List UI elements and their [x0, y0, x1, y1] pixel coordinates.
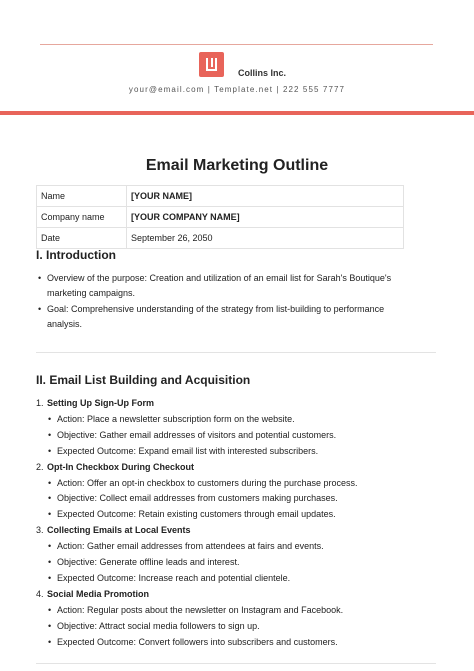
info-row-date — [37, 228, 404, 249]
list-item: • Expected Outcome: Retain existing customers through email updates. — [36, 507, 436, 523]
numbered-item — [36, 587, 436, 603]
accent-bar — [0, 111, 474, 115]
list-item: • Objective: Gather email addresses of visitors and potential customers. — [36, 428, 436, 444]
list-item: • Action: Regular posts about the newsletter on Instagram and Facebook. — [36, 603, 436, 619]
company-name: Collins Inc. — [238, 68, 287, 78]
info-value: September 26, 2050 — [127, 228, 404, 249]
info-value: [YOUR NAME] — [127, 186, 404, 207]
introduction-list — [36, 271, 416, 333]
item-number: 2. — [36, 461, 44, 472]
list-item: • Action: Gather email addresses from attendees at fairs and events. — [36, 539, 436, 555]
info-value: [YOUR COMPANY NAME] — [127, 207, 404, 228]
list-building-list — [36, 396, 436, 651]
numbered-item — [36, 523, 436, 539]
section-heading-list-building: II. Email List Building and Acquisition — [36, 373, 251, 387]
document-title: Email Marketing Outline — [145, 157, 329, 174]
list-item: • Objective: Generate offline leads and interest. — [36, 555, 436, 571]
info-label: Name — [37, 186, 127, 207]
item-number: 4. — [36, 588, 44, 599]
bottom-rule — [36, 663, 436, 664]
info-row-company — [37, 207, 404, 228]
list-item: • Expected Outcome: Expand email list with interested subscribers. — [36, 444, 436, 460]
list-item: • Goal: Comprehensive understanding of the strategy from list-building to performance analysis. — [36, 302, 416, 332]
info-table — [36, 185, 404, 249]
top-rule — [40, 44, 433, 45]
item-title: Social Media Promotion — [47, 588, 150, 599]
list-item: • Objective: Attract social media followers to sign up. — [36, 619, 436, 635]
item-title: Collecting Emails at Local Events — [47, 525, 191, 536]
company-logo — [199, 52, 224, 77]
list-item: • Expected Outcome: Convert followers into subscribers and customers. — [36, 635, 436, 651]
info-label: Date — [37, 228, 127, 249]
numbered-item — [36, 460, 436, 476]
contact-line: your@email.com | Template.net | 222 555 7777 — [128, 85, 346, 94]
logo-mark-icon — [206, 58, 217, 71]
item-title: Setting Up Sign-Up Form — [47, 398, 154, 408]
list-item: • Expected Outcome: Increase reach and potential clientele. — [36, 571, 436, 587]
item-number: 3. — [36, 525, 44, 536]
info-label: Company name — [37, 207, 127, 228]
item-title: Opt-In Checkbox During Checkout — [47, 461, 195, 472]
item-number: 1. — [36, 398, 44, 408]
list-item: • Action: Place a newsletter subscription form on the website. — [36, 412, 436, 428]
numbered-item — [36, 396, 436, 412]
list-item: • Objective: Collect email addresses from customers making purchases. — [36, 491, 436, 507]
section-divider — [36, 352, 436, 353]
section-heading-introduction: I. Introduction — [36, 248, 116, 262]
list-item: • Action: Offer an opt-in checkbox to customers during the purchase process. — [36, 476, 436, 492]
info-row-name — [37, 186, 404, 207]
list-item: • Overview of the purpose: Creation and utilization of an email list for Sarah's Boutique's marketing campaigns. — [36, 271, 416, 301]
